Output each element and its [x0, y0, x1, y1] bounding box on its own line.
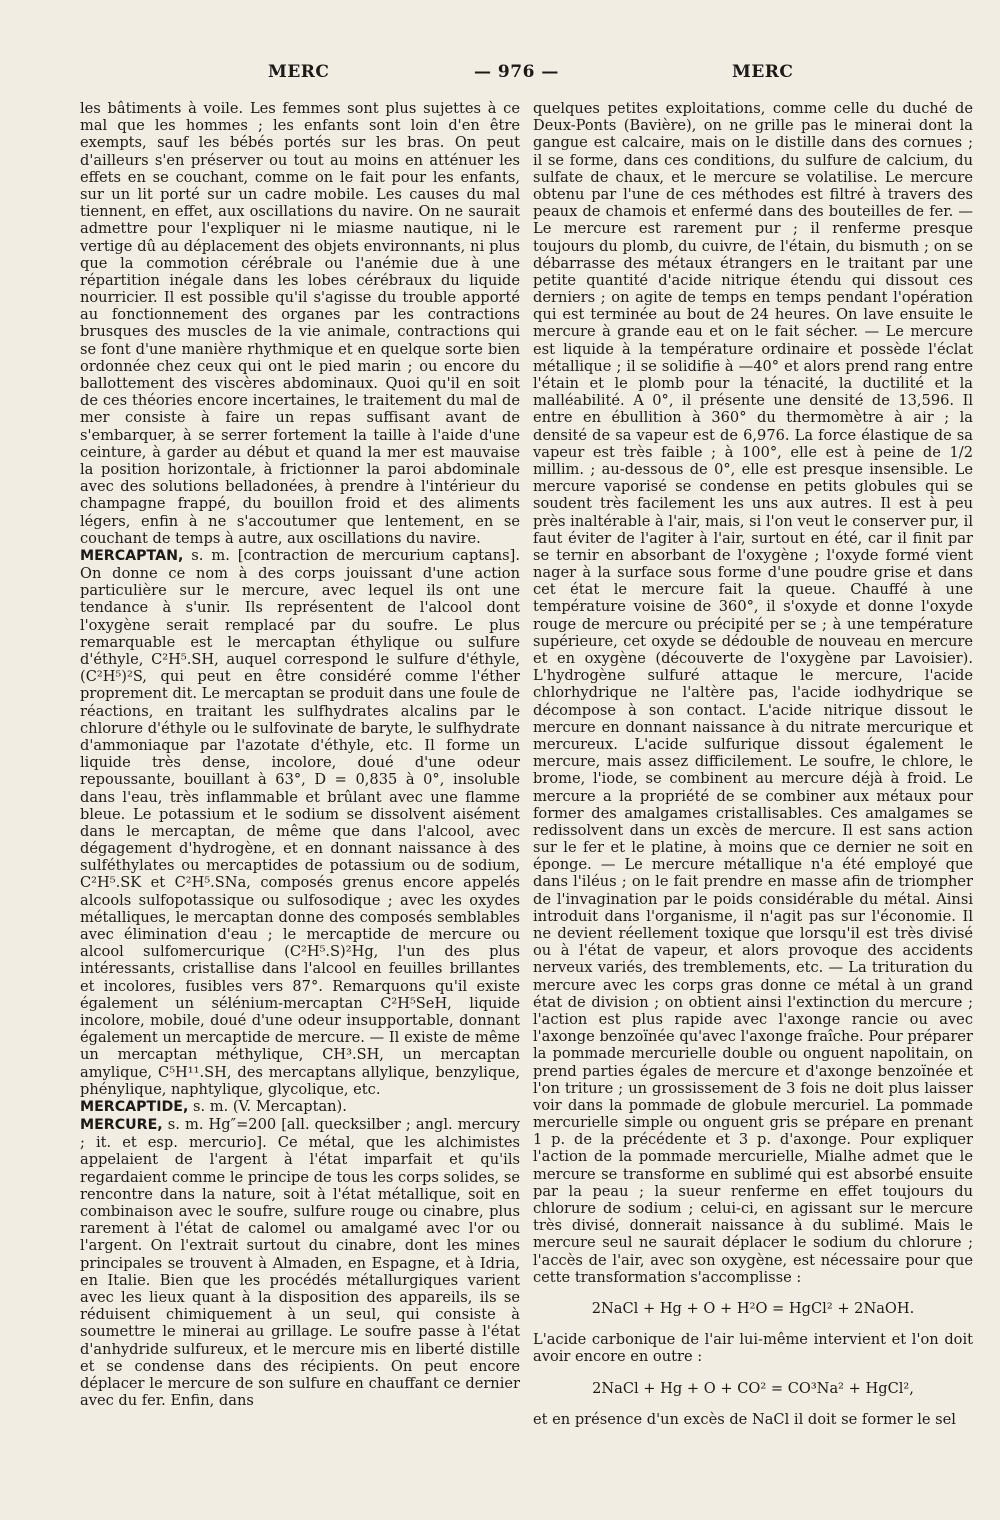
spacer	[533, 1317, 973, 1331]
entry-mercaptide	[80, 1098, 520, 1116]
entry-body-mercure: s. m. Hg″=200 [all. quecksilber ; angl. mercury ; it. et esp. mercurio]. Ce métal, que les alchimistes appelaient de l'argent à l'état imparfait et qu'ils regardaient comme le principe de tous les corps solides, se rencontre dans la nature, soit à l'état métallique, soit en combinaison avec le soufre, sulfure rouge ou cinabre, plus rarement à l'état de calomel ou amalgamé avec l'or ou l'argent. On l'extrait surtout du cinabre, dont les mines principales se trouvent à Almaden, en Espagne, et à Idria, en Italie. Bien que les procédés métallurgiques varient avec les lieux quant à la disposition des appareils, ils se réduisent chimiquement à un seul, qui consiste à soumettre le minerai au grillage. Le soufre passe à l'état d'anhydride sulfureux, et le mercure mis en liberté distille et se condense dans des récipients. On peut encore déplacer le mercure de son sulfure en chauffant ce dernier avec du fer. Enfin, dans	[80, 1116, 521, 1410]
entry-headword-mercaptide: MERCAPTIDE,	[80, 1098, 189, 1115]
right-column	[533, 100, 973, 1428]
chemical-equation-2: 2NaCl + Hg + O + CO² = CO³Na² + HgCl²,	[592, 1379, 914, 1397]
carbonic-acid-paragraph: L'acide carbonique de l'air lui-même intervient et l'on doit avoir encore en outre :	[533, 1331, 973, 1366]
running-head-right: MERC	[732, 62, 794, 82]
page-number: — 976 —	[474, 62, 559, 82]
mercure-continuation-paragraph: quelques petites exploitations, comme celle du duché de Deux-Ponts (Bavière), on ne grille pas le minerai dont la gangue est calcaire, mais on le distille dans des cornues ; il se forme, dans ces conditions, du sulfure de calcium, du sulfate de chaux, et le mercure se volatilise. Le mercure obtenu par l'une de ces méthodes est filtré à travers des peaux de chamois et enfermé dans des bouteilles de fer. — Le mercure est rarement pur ; il renferme presque toujours du plomb, du cuivre, de l'étain, du bismuth ; on se débarrasse des métaux étrangers en le traitant par une petite quantité d'acide nitrique étendu qui dissout ces derniers ; on agite de temps en temps pendant l'opération qui est terminée au bout de 24 heures. On lave ensuite le mercure à grande eau et on le fait sécher. — Le mercure est liquide à la température ordinaire et possède l'éclat métallique ; il se solidifie à —40° et alors prend rang entre l'étain et le plomb pour la ténacité, la ductilité et la malléabilité. A 0°, il présente une densité de 13,596. Il entre en ébullition à 360° du thermomètre à air ; la densité de sa vapeur est de 6,976. La force élastique de sa vapeur est très faible ; à 100°, elle est à peine de 1/2 millim. ; au-dessous de 0°, elle est presque insensible. Le mercure vaporisé se condense en petits globules qui se soudent très facilement les uns aux autres. Il est à peu près inaltérable à l'air, mais, si l'on veut le conserver pur, il faut éviter de l'agiter à l'air, surtout en été, car il finit par se ternir en absorbant de l'oxygène ; l'oxyde formé vient nager à la surface sous forme d'une poudre grise et dans cet état le mercure fait la queue. Chauffé à une température voisine de 360°, il s'oxyde et donne l'oxyde rouge de mercure ou précipité per se ; à une température supérieure, cet oxyde se dédouble de nouveau en mercure et en oxygène (découverte de l'oxygène par Lavoisier). L'hydrogène sulfuré attaque le mercure, l'acide chlorhydrique ne l'altère pas, l'acide iodhydrique se décompose à son contact. L'acide nitrique dissout le mercure en donnant naissance à du nitrate mercurique et mercureux. L'acide sulfurique dissout également le mercure, mais assez difficilement. Le soufre, le chlore, le brome, l'iode, se combinent au mercure déjà à froid. Le mercure a la propriété de se combiner aux métaux pour former des amalgames cristallisables. Ces amalgames se redissolvent dans un excès de mercure. Il est sans action sur le fer et le platine, à moins que ce dernier ne soit en éponge. — Le mercure métallique n'a été employé que dans l'iléus ; on le fait prendre en masse afin de triompher de l'invagination par le poids considérable du métal. Ainsi introduit dans l'organisme, il n'agit pas sur l'économie. Il ne devient réellement toxique que lorsqu'il est très divisé ou à l'état de vapeur, et alors provoque des accidents nerveux variés, des tremblements, etc. — La trituration du mercure avec les corps gras donne ce métal à un grand état de division ; on obtient ainsi l'extinction du mercure ; l'action est plus rapide avec l'axonge rancie ou avec l'axonge benzoïnée qu'avec l'axonge fraîche. Pour préparer la pommade mercurielle double ou onguent napolitain, on prend parties égales de mercure et d'axonge benzoïnée et l'on triture ; un grossissement de 3 fois ne doit plus laisser voir dans la pommade de globule mercuriel. La pommade mercurielle simple ou onguent gris se prépare en prenant 1 p. de la précédente et 3 p. d'axonge. Pour expliquer l'action de la pommade mercurielle, Mialhe admet que le mercure se transforme en sublimé qui est absorbé ensuite par la peau ; la sueur renferme en effet toujours du chlorure de sodium ; celui-ci, en agissant sur le mercure très divisé, donnerait naissance à du sublimé. Mais le mercure seul ne saurait déplacer le sodium du chlorure ; l'accès de l'air, avec son oxygène, est nécessaire pour que cette transformation s'accomplisse :	[533, 100, 973, 1286]
spacer	[533, 1366, 973, 1380]
closing-paragraph: et en présence d'un excès de NaCl il doit se former le sel	[533, 1410, 956, 1428]
entry-mercaptan	[80, 547, 520, 1098]
entry-headword-mercure: MERCURE,	[80, 1117, 163, 1134]
spacer	[533, 1397, 973, 1411]
left-column	[80, 100, 520, 1409]
entry-body-mercaptan: s. m. [contraction de mercurium captans]. On donne ce nom à des corps jouissant d'une action particulière sur le mercure, avec lequel ils ont une tendance à s'unir. Ils représentent de l'alcool dont l'oxygène serait remplacé par du soufre. Le plus remarquable est le mercaptan éthylique ou sulfure d'éthyle, C²H⁵.SH, auquel correspond le sulfure d'éthyle, (C²H⁵)²S, qui peut en être considéré comme l'éther proprement dit. Le mercaptan se produit dans une foule de réactions, en traitant les sulfhydrates alcalins par le chlorure d'éthyle ou le sulfovinate de baryte, le sulfhydrate d'ammoniaque par l'azotate d'éthyle, etc. Il forme un liquide très dense, incolore, doué d'une odeur repoussante, bouillant à 63°, D = 0,835 à 0°, insoluble dans l'eau, très inflammable et brûlant avec une flamme bleue. Le potassium et le sodium se dissolvent aisément dans le mercaptan, de même que dans l'alcool, avec dégagement d'hydrogène, et en donnant naissance à des sulféthylates ou mercaptides de potassium ou de sodium, C²H⁵.SK et C²H⁵.SNa, composés grenus encore appelés alcools sulfopotassique ou sulfosodique ; avec les oxydes métalliques, le mercaptan donne des composés semblables avec élimination d'eau ; le mercaptide de mercure ou alcool sulfomercurique (C²H⁵.S)²Hg, l'un des plus intéressants, cristallise dans l'alcool en feuilles brillantes et incolores, fusibles vers 87°. Remarquons qu'il existe également un sélénium-mercaptan C²H⁵SeH, liquide incolore, mobile, doué d'une odeur insupportable, donnant également un mercaptide de mercure. — Il existe de même un mercaptan méthylique, CH³.SH, un mercaptan amylique, C⁵H¹¹.SH, des mercaptans allylique, benzylique, phénylique, naphtylique, glycolique, etc.	[80, 546, 521, 1098]
running-head-left: MERC	[268, 62, 330, 82]
entry-headword-mercaptan: MERCAPTAN,	[80, 547, 184, 564]
entry-body-mercaptide: s. m. (V. Mercaptan).	[192, 1097, 347, 1115]
spacer	[533, 1286, 973, 1300]
entry-mercure	[80, 1116, 520, 1409]
chemical-equation-1: 2NaCl + Hg + O + H²O = HgCl² + 2NaOH.	[591, 1299, 915, 1317]
seasickness-paragraph: les bâtiments à voile. Les femmes sont plus sujettes à ce mal que les hommes ; les enfants sont loin d'en être exempts, sauf les bébés portés sur les bras. On peut d'ailleurs s'en préserver ou tout au moins en atténuer les effets en se couchant, comme on le fait pour les enfants, sur un lit porté sur un cadre mobile. Les causes du mal tiennent, en effet, aux oscillations du navire. On ne saurait admettre pour l'expliquer ni le miasme nautique, ni le vertige dû au déplacement des objets environnants, ni plus que la commotion cérébrale ou l'anémie due à une répartition inégale dans les lobes cérébraux du liquide nourricier. Il est possible qu'il s'agisse du trouble apporté au fonctionnement des organes par les contractions brusques des muscles de la vie animale, contractions qui se font d'une manière rhythmique et en quelque sorte bien ordonnée chez ceux qui ont le pied marin ; ou encore du ballottement des viscères abdominaux. Quoi qu'il en soit de ces théories encore incertaines, le traitement du mal de mer consiste à faire un repas suffisant avant de s'embarquer, à se serrer fortement la taille à l'aide d'une ceinture, à garder au début et quand la mer est mauvaise la position horizontale, à frictionner la paroi abdominale avec des solutions belladonées, à prendre à l'intérieur du champagne frappé, du bouillon froid et des aliments légers, enfin à ne s'accoutumer que lentement, en se couchant de temps à autre, aux oscillations du navire.	[80, 100, 520, 547]
